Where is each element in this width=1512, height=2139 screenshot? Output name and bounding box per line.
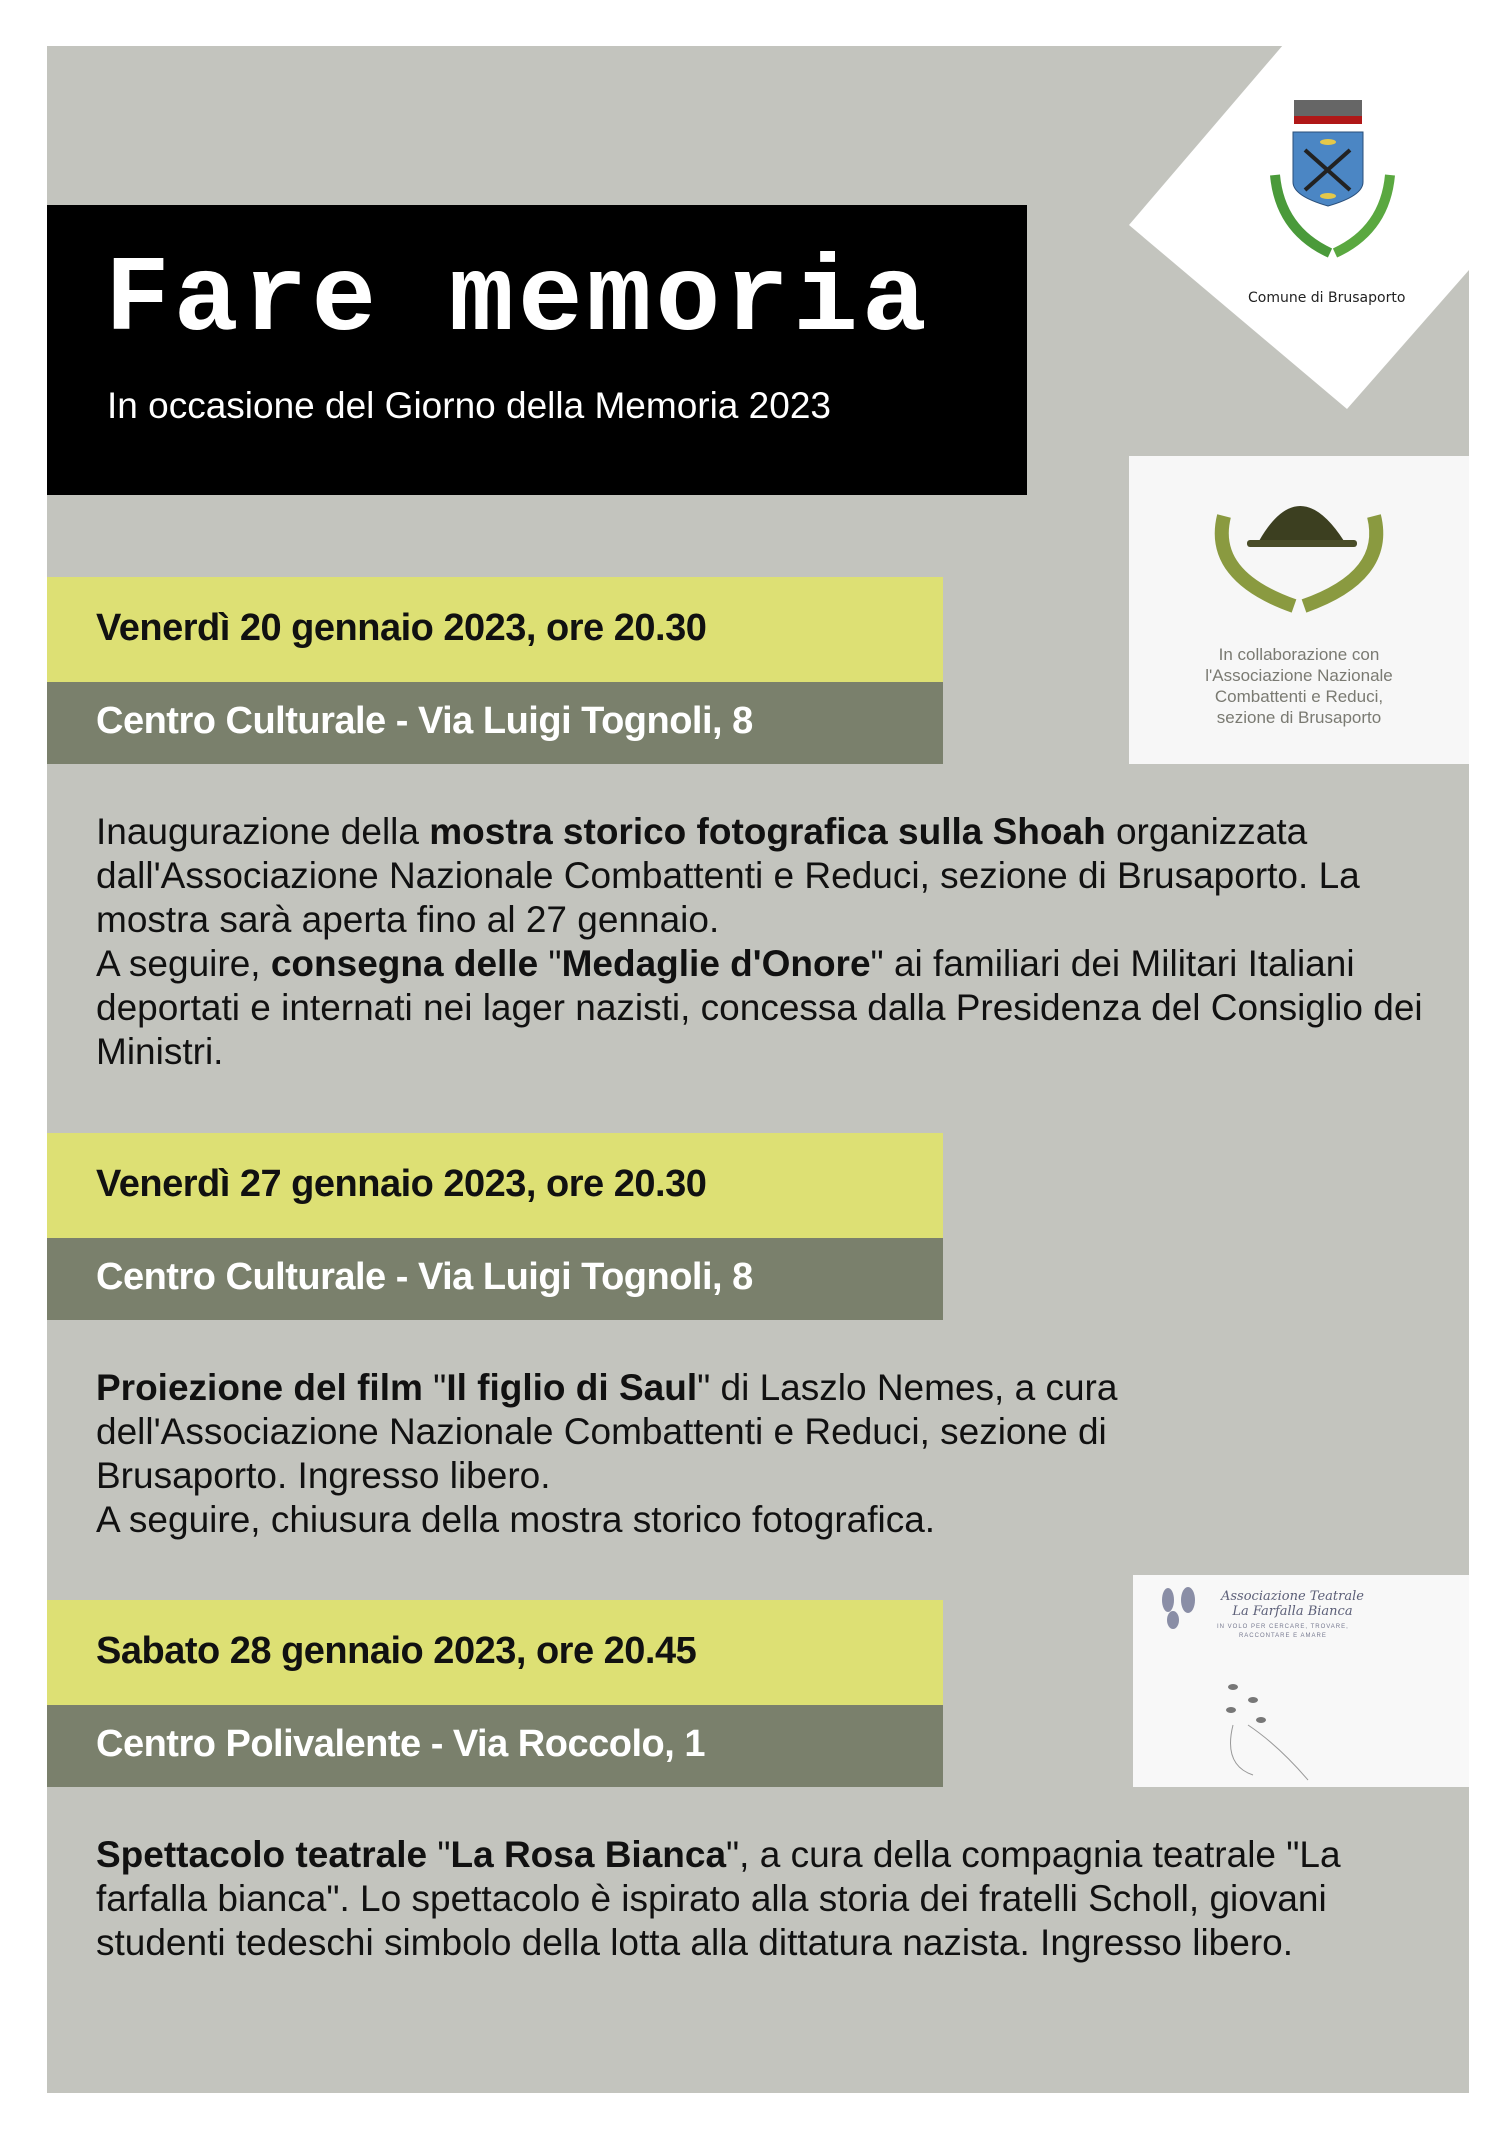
title-box — [47, 205, 1027, 495]
desc-bold: consegna delle — [270, 943, 539, 984]
event-place: Centro Polivalente - Via Roccolo, 1 — [96, 1723, 705, 1765]
desc-text: " — [422, 1367, 447, 1408]
desc-bold: Proiezione del film — [96, 1367, 423, 1408]
event-date-bar — [47, 1600, 943, 1705]
event-place-bar — [47, 1238, 943, 1320]
collab-line: Combattenti e Reduci, — [1214, 687, 1384, 706]
desc-bold: Spettacolo teatrale — [96, 1834, 428, 1875]
farfalla-name-line: La Farfalla Bianca — [1232, 1604, 1353, 1619]
desc-bold: Il figlio di Saul — [446, 1367, 698, 1408]
desc-text: Inaugurazione della — [96, 811, 430, 852]
farfalla-tagline: RACCONTARE E AMARE — [1238, 1633, 1327, 1639]
desc-text: " — [538, 943, 562, 984]
collab-line: l'Associazione Nazionale — [1205, 666, 1393, 685]
event-date-bar — [47, 577, 943, 682]
page-subtitle: In occasione del Giorno della Memoria 2023 — [107, 385, 831, 426]
desc-text: organizzata dall'Associazione Nazionale Combattenti e Reduci, sezione di Brusaporto. La mostra sarà aperta fino al 27 gennaio. — [96, 811, 1360, 940]
event-date: Sabato 28 gennaio 2023, ore 20.45 — [96, 1630, 697, 1672]
comune-label: Comune di Brusaporto — [1248, 290, 1406, 306]
event-date: Venerdì 27 gennaio 2023, ore 20.30 — [96, 1163, 707, 1205]
collab-line: In collaborazione con — [1218, 645, 1380, 664]
desc-bold: mostra storico fotografica sulla Shoah — [429, 811, 1106, 852]
event-place-bar — [47, 1705, 943, 1787]
desc-text: " ai familiari dei Militari Italiani deportati e internati nei lager nazisti, concessa dalla Presidenza del Consiglio dei Ministri. — [96, 943, 1423, 1072]
desc-text: " di Laszlo Nemes, a cura dell'Associazione Nazionale Combattenti e Reduci, sezione di Brusaporto. Ingresso libero. — [96, 1367, 1118, 1496]
desc-text: " — [427, 1834, 451, 1875]
collab-logo-box — [1129, 456, 1469, 764]
event-place: Centro Culturale - Via Luigi Tognoli, 8 — [96, 700, 753, 742]
desc-text: A seguire, chiusura della mostra storico fotografica. — [96, 1499, 936, 1540]
desc-bold: La Rosa Bianca — [450, 1834, 727, 1875]
event-description — [96, 810, 1426, 1074]
farfalla-tagline: IN VOLO PER CERCARE, TROVARE, — [1217, 1624, 1349, 1630]
farfalla-logo-box — [1133, 1575, 1469, 1787]
event-description — [96, 1366, 1296, 1542]
event-date: Venerdì 20 gennaio 2023, ore 20.30 — [96, 607, 707, 649]
event-place: Centro Culturale - Via Luigi Tognoli, 8 — [96, 1256, 753, 1298]
desc-text: ", a cura della compagnia teatrale "La farfalla bianca". Lo spettacolo è ispirato alla storia dei fratelli Scholl, giovani studenti tedeschi simbolo della lotta alla dittatura nazista. Ingresso libero. — [96, 1834, 1341, 1963]
collab-line: sezione di Brusaporto — [1216, 708, 1382, 727]
page-title: Fare memoria — [105, 240, 931, 362]
desc-bold: Medaglie d'Onore — [561, 943, 871, 984]
event-date-bar — [47, 1133, 943, 1238]
event-description — [96, 1833, 1356, 1965]
farfalla-name-line: Associazione Teatrale — [1221, 1589, 1364, 1604]
helmet-wreath-icon — [1129, 456, 1469, 636]
desc-text: A seguire, — [96, 943, 271, 984]
event-place-bar — [47, 682, 943, 764]
